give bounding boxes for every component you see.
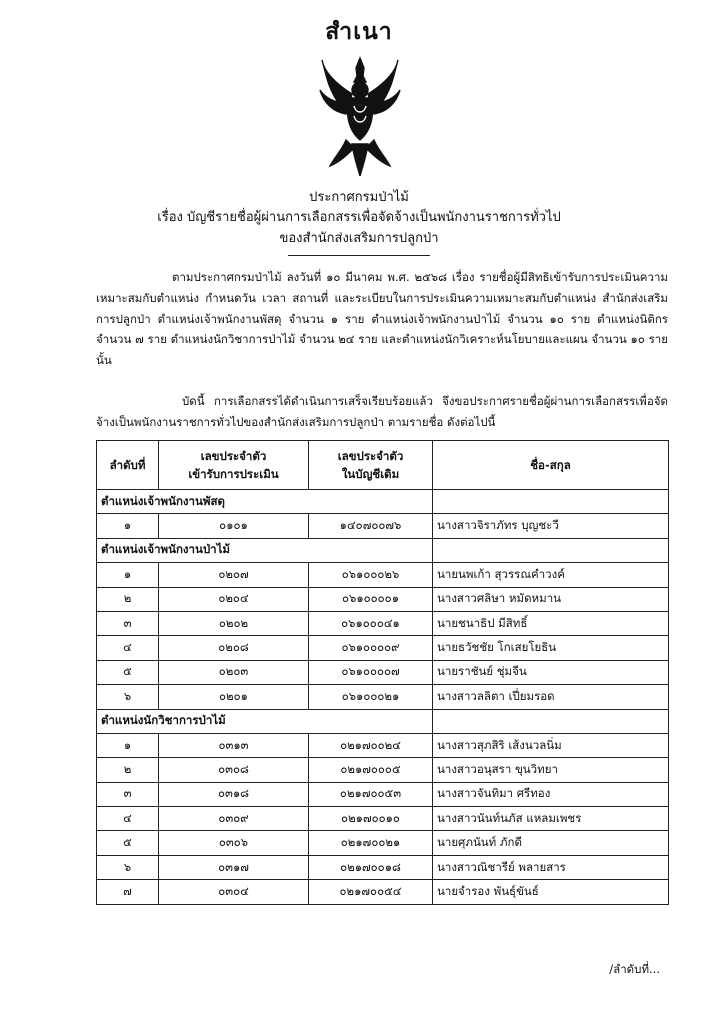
cell-order: ๓ [97,782,159,806]
garuda-emblem-icon [316,54,404,178]
table-row [97,855,669,879]
cell-exam-id: ๐๒๐๗ [159,563,309,587]
announcement-subject: เรื่อง บัญชีรายชื่อผู้ผ่านการเลือกสรรเพื่อจัดจ้างเป็นพนักงานราชการทั่วไป [157,210,561,225]
cell-list-id: ๑๔๐๗๐๐๗๖ [309,514,433,538]
cell-exam-id: ๐๒๐๔ [159,587,309,611]
cell-order: ๑ [97,733,159,757]
table-row [97,514,669,538]
heading-divider [288,255,430,256]
table-row [97,758,669,782]
cell-exam-id: ๐๒๐๒ [159,611,309,635]
cell-name: นางสาวอนุสรา ขุนวิทยา [433,758,669,782]
cell-name: นางสาวลลิตา เปี่ยมรอด [433,685,669,709]
cell-list-id: ๐๒๑๗๐๐๒๑ [309,831,433,855]
section-title: ตำแหน่งเจ้าพนักงานป่าไม้ [97,538,433,562]
cell-name: นางสาวจิราภัทร บุญชะวี [433,514,669,538]
table-row [97,880,669,904]
table-row [97,782,669,806]
cell-name: นายชนาธิป มีสิทธิ์ [433,611,669,635]
cell-order: ๖ [97,685,159,709]
cell-exam-id: ๐๓๐๔ [159,880,309,904]
section-empty-cell [433,709,669,733]
cell-exam-id: ๐๓๑๗ [159,855,309,879]
table-row [97,807,669,831]
cell-list-id: ๐๒๑๗๐๐๒๔ [309,733,433,757]
cell-exam-id: ๐๓๑๓ [159,733,309,757]
table-row [97,685,669,709]
cell-list-id: ๐๖๑๐๐๐๒๑ [309,685,433,709]
table-row [97,733,669,757]
continued-footer: /ลำดับที่... [609,962,660,976]
cell-order: ๖ [97,855,159,879]
cell-exam-id: ๐๒๐๘ [159,636,309,660]
cell-name: นางสาวณิชารีย์ พลายสาร [433,855,669,879]
cell-order: ๒ [97,758,159,782]
cell-name: นางสาวสุภสิริ เส้งนวลนิ่ม [433,733,669,757]
cell-exam-id: ๐๓๑๘ [159,782,309,806]
cell-order: ๔ [97,807,159,831]
cell-list-id: ๐๒๑๗๐๐๑๘ [309,855,433,879]
table-row [97,636,669,660]
cell-list-id: ๐๖๑๐๐๐๐๑ [309,587,433,611]
table-row [97,611,669,635]
cell-order: ๑ [97,514,159,538]
cell-name: นายนพเก้า สุวรรณคำวงค์ [433,563,669,587]
announcement-heading: ประกาศกรมป่าไม้ [309,190,409,205]
cell-list-id: ๐๒๑๗๐๐๑๐ [309,807,433,831]
table-row [97,660,669,684]
section-empty-cell [433,490,669,514]
col-header-list-id: เลขประจำตัว ในบัญชีเดิม [309,441,433,490]
cell-list-id: ๐๖๑๐๐๐๐๙ [309,636,433,660]
cell-order: ๕ [97,660,159,684]
cell-exam-id: ๐๓๐๙ [159,807,309,831]
cell-order: ๑ [97,563,159,587]
table-row [97,831,669,855]
cell-name: นายธวัชชัย โกเสยโยธิน [433,636,669,660]
cell-list-id: ๐๖๑๐๐๐๐๗ [309,660,433,684]
section-title: ตำแหน่งเจ้าพนักงานพัสดุ [97,490,433,514]
cell-order: ๕ [97,831,159,855]
col-header-order: ลำดับที่ [97,441,159,490]
paragraph-background: ตามประกาศกรมป่าไม้ ลงวันที่ ๑๐ มีนาคม พ.ศ. ๒๕๖๘ เรื่อง รายชื่อผู้มีสิทธิเข้ารับการประเมินความเหมาะสมกับตำแหน่ง กำหนดวัน เวลา สถานที่ และระเบียบในการประเมินความเหมาะสมกับตำแหน่ง สำนักส่งเสริมการปลูกป่า ตำแหน่งเจ้าพนักงานพัสดุ จำนวน ๑ ราย ตำแหน่งเจ้าพนักงานป่าไม้ จำนวน ๑๐ ราย ตำแหน่งนิติกร จำนวน ๗ ราย ตำแหน่งนักวิชาการป่าไม้ จำนวน ๒๔ ราย และตำแหน่งนักวิเคราะห์นโยบายและแผน จำนวน ๑๐ ราย นั้น [96,270,668,368]
cell-name: นายจำรอง พันธุ์ขันธ์ [433,880,669,904]
cell-order: ๒ [97,587,159,611]
paragraph-announcement: บัดนี้ การเลือกสรรได้ดำเนินการเสร็จเรียบร้อยแล้ว จึงขอประกาศรายชื่อผู้ผ่านการเลือกสรรเพื่อจัดจ้างเป็นพนักงานราชการทั่วไปของสำนักส่งเสริมการปลูกป่า ตามรายชื่อ ดังต่อไปนี้ [96,394,668,429]
section-empty-cell [433,538,669,562]
table-row [97,563,669,587]
cell-order: ๓ [97,611,159,635]
cell-order: ๗ [97,880,159,904]
selected-candidates-table [96,440,669,905]
table-header-row [97,441,669,490]
cell-exam-id: ๐๓๐๖ [159,831,309,855]
section-row [97,490,669,514]
stamp-copy: สำเนา [325,19,393,45]
cell-order: ๔ [97,636,159,660]
cell-exam-id: ๐๑๐๑ [159,514,309,538]
cell-name: นางสาวนันท์นภัส แหลมเพชร [433,807,669,831]
cell-exam-id: ๐๓๐๘ [159,758,309,782]
col-header-name: ชื่อ-สกุล [433,441,669,490]
cell-exam-id: ๐๒๐๑ [159,685,309,709]
cell-name: นางสาวศลิษา หมัดหมาน [433,587,669,611]
section-title: ตำแหน่งนักวิชาการป่าไม้ [97,709,433,733]
section-row [97,538,669,562]
cell-list-id: ๐๖๑๐๐๐๒๖ [309,563,433,587]
col-header-exam-id: เลขประจำตัว เข้ารับการประเมิน [159,441,309,490]
cell-name: นางสาวจันทิมา ศรีทอง [433,782,669,806]
section-row [97,709,669,733]
cell-name: นายศุภนันท์ ภักดี [433,831,669,855]
cell-list-id: ๐๒๑๗๐๐๕๓ [309,782,433,806]
cell-list-id: ๐๒๑๗๐๐๕๔ [309,880,433,904]
cell-list-id: ๐๒๑๗๐๐๐๕ [309,758,433,782]
cell-exam-id: ๐๒๐๓ [159,660,309,684]
cell-list-id: ๐๖๑๐๐๐๔๑ [309,611,433,635]
announcement-agency: ของสำนักส่งเสริมการปลูกป่า [279,231,439,246]
cell-name: นายราชันย์ ชุ่มจีน [433,660,669,684]
table-row [97,587,669,611]
